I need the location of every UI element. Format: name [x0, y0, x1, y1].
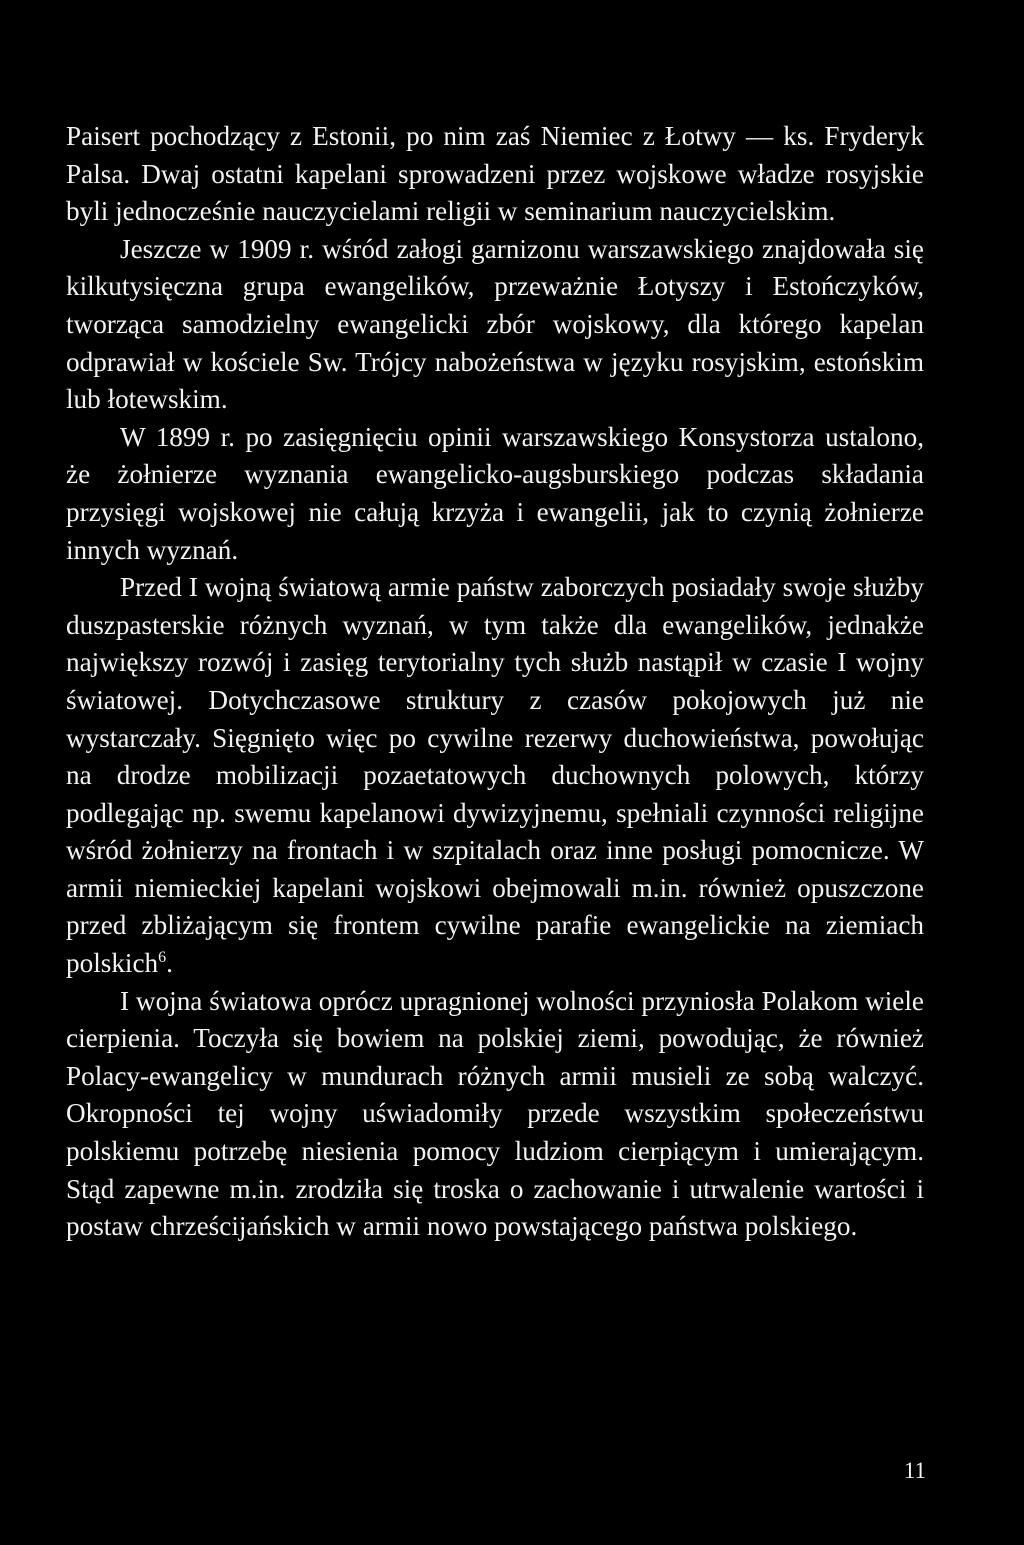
paragraph-chaplains-continuation: Paisert pochodzący z Estonii, po nim zaś Niemiec z Łotwy — ks. Fryderyk Palsa. Dwaj ostatni kapelani sprowadzeni przez wojskowe władze rosyjskie byli jednocześnie nauczycielami religii w seminarium nauczycielskim.: [66, 121, 924, 227]
paragraph-before-ww1-tail: .: [166, 948, 173, 979]
paragraph-before-ww1-text: Przed I wojną światową armie państw zaborczych posiadały swoje służby duszpasterskie różnych wyznań, w tym także dla ewangelików, jednakże największy rozwój i zasięg terytorialny tych służb nastąpił w czasie I wojny światowej. Dotychczasowe struktury z czasów pokojowych już nie wystarczały. Sięgnięto więc po cywilne rezerwy duchowieństwa, powołując na drodze mobilizacji pozaetatowych duchownych polowych, którzy podlegając np. swemu kapelanowi dywizyjnemu, spełniali czynności religijne wśród żołnierzy na frontach i w szpitalach oraz inne posługi pomocnicze. W armii niemieckiej kapelani wojskowi obejmowali m.in. również opuszczone przed zbliżającym się frontem cywilne parafie ewangelickie na ziemiach polskich: [66, 572, 924, 979]
body-text: [66, 118, 924, 1246]
paragraph-ww1-suffering: I wojna światowa oprócz upragnionej wolności przyniosła Polakom wiele cierpienia. Toczyła się bowiem na polskiej ziemi, powodując, że również Polacy-ewangelicy w mundurach różnych armii musieli ze sobą walczyć. Okropności tej wojny uświadomiły przede wszystkim społeczeństwu polskiemu potrzebę niesienia pomocy ludziom cierpiącym i umierającym. Stąd zapewne m.in. zrodziła się troska o zachowanie i utrwalenie wartości i postaw chrześcijańskich w armii nowo powstającego państwa polskiego.: [66, 985, 924, 1242]
paragraph-before-ww1: [66, 569, 924, 983]
paragraph-military-oath-1899: W 1899 r. po zasięgnięciu opinii warszawskiego Konsystorza ustalono, że żołnierze wyznania ewangelicko-augsburskiego podczas składania przysięgi wojskowej nie całują krzyża i ewangelii, jak to czynią żołnierze innych wyznań.: [66, 421, 924, 565]
page-number: 11: [903, 1458, 926, 1483]
paragraph-warsaw-garrison-1909: Jeszcze w 1909 r. wśród załogi garnizonu warszawskiego znajdowała się kilkutysięczna grupa ewangelików, przeważnie Łotyszy i Estończyków, tworząca samodzielny ewangelicki zbór wojskowy, dla którego kapelan odprawiał w kościele Sw. Trójcy nabożeństwa w języku rosyjskim, estońskim lub łotewskim.: [66, 233, 924, 415]
footnote-reference[interactable]: 6: [158, 949, 167, 967]
